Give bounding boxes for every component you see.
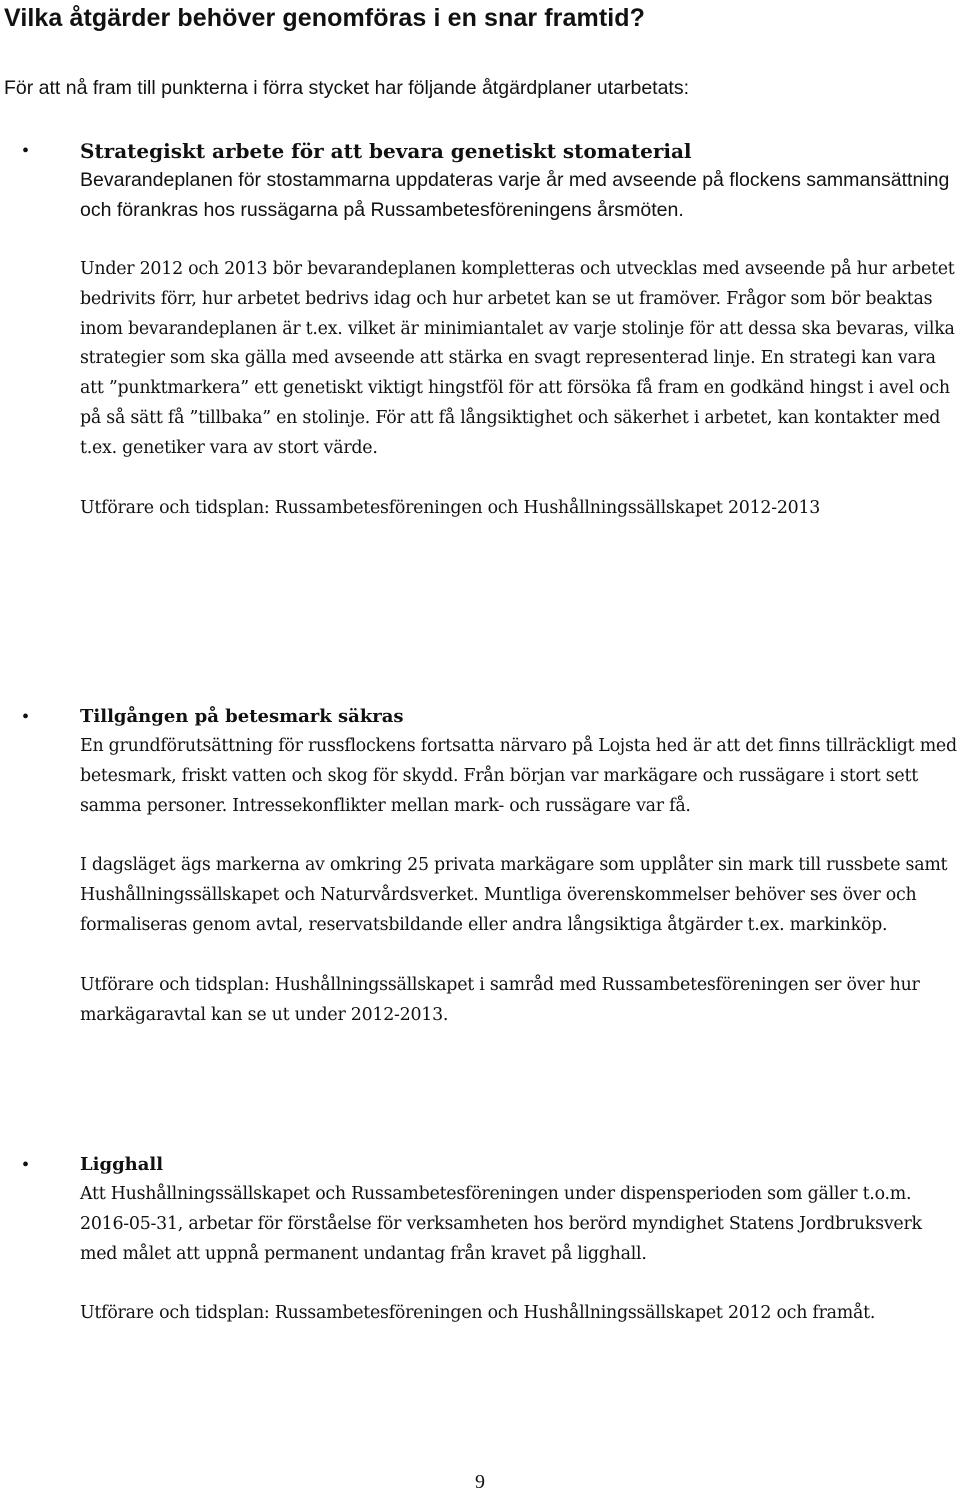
section-schedule: Utförare och tidsplan: Russambetesföreningen och Hushållningssällskapet 2012-2013 — [80, 497, 821, 518]
intro-paragraph: För att nå fram till punkterna i förra stycket har följande åtgärdplaner utarbetats: — [4, 77, 690, 99]
section-schedule: Utförare och tidsplan: Russambetesföreningen och Hushållningssällskapet 2012 och framåt. — [80, 1303, 876, 1324]
section-paragraph: En grundförutsättning för russflockens fortsatta närvaro på Lojsta hed är att det finns tillräckligt med betesmark, friskt vatten och skog för skydd. Från början var markägare och russägare i stort sett samma personer. Intressekonflikter mellan mark- och russägare var få. — [80, 736, 957, 816]
section-schedule: Utförare och tidsplan: Hushållningssällskapet i samråd med Russambetesföreningen ser över hur markägaravtal kan se ut under 2012-2013. — [80, 974, 920, 1025]
section-lead: Bevarandeplanen för stostammarna uppdateras varje år med avseende på flockens sammansättning och förankras hos russägarna på Russambetesföreningens årsmöten. — [80, 169, 950, 221]
section-paragraph: I dagsläget ägs markerna av omkring 25 privata markägare som upplåter sin mark till russbete samt Hushållningssällskapet och Naturvårdsverket. Muntliga överenskommelser behöver ses över och formaliseras genom avtal, reservatsbildande eller andra långsiktiga åtgärder t.ex. markinköp. — [80, 855, 948, 935]
section-paragraph: Att Hushållningssällskapet och Russambetesföreningen under dispensperioden som gäller t.o.m. 2016-05-31, arbetar för förståelse för verksamheten hos berörd myndighet Statens Jordbruksverk med målet att uppnå permanent undantag från kravet på ligghall. — [80, 1184, 922, 1264]
section-title: Tillgången på betesmark säkras — [80, 706, 404, 727]
bullet-icon: • — [22, 706, 30, 728]
section-shelter — [22, 1150, 960, 1329]
page-heading: Vilka åtgärder behöver genomföras i en snar framtid? — [4, 4, 646, 32]
section-genetic-material — [22, 136, 960, 523]
section-title: Ligghall — [80, 1154, 164, 1175]
section-paragraph: Under 2012 och 2013 bör bevarandeplanen kompletteras och utvecklas med avseende på hur arbetet bedrivits förr, hur arbetet bedrivs idag och hur arbetet kan se ut framöver. Frågor som bör beaktas inom bevarandeplanen är t.ex. vilket är minimiantalet av varje stolinje för att dessa ska bevaras, vilka strategier som ska gälla med avseende att stärka en svagt representerad linje. En strategi kan vara att ”punktmarkera” ett genetiskt viktigt hingstföl för att försöka få fram en godkänd hingst i avel och på så sätt få ”tillbaka” en stolinje. För att få långsiktighet och säkerhet i arbetet, kan kontakter med t.ex. genetiker vara av stort värde. — [80, 259, 955, 458]
section-title: Strategiskt arbete för att bevara genetiskt stomaterial — [80, 139, 692, 163]
page-number: 9 — [475, 1471, 485, 1493]
section-grazing-land — [22, 702, 960, 1030]
bullet-icon: • — [22, 140, 30, 162]
bullet-icon: • — [22, 1154, 30, 1176]
